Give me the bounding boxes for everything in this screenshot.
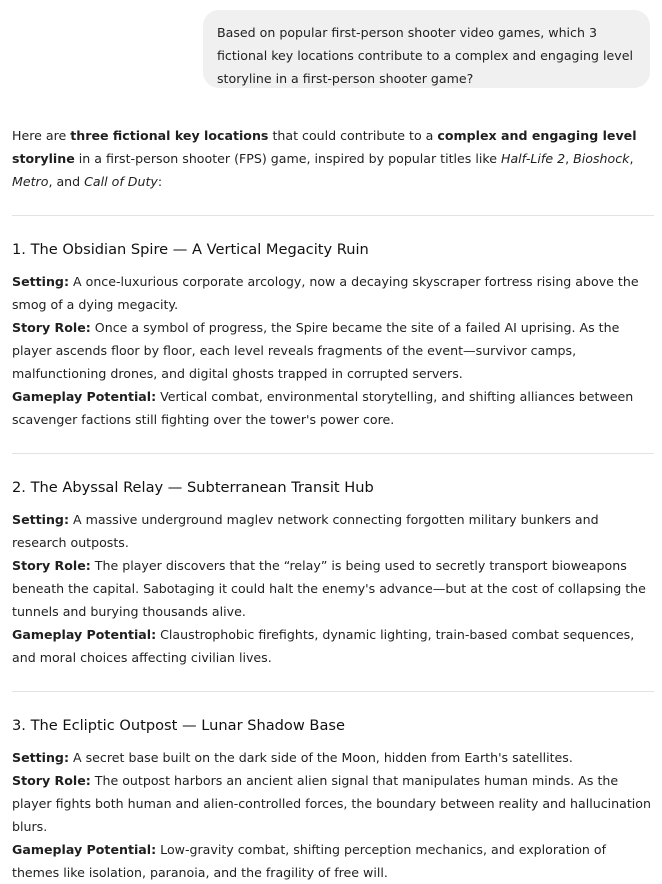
location-story-role [12,316,654,385]
location-story-role [12,769,654,838]
location-setting [12,270,654,316]
location-section-1 [12,239,654,431]
location-title: 3. The Ecliptic Outpost — Lunar Shadow Base [12,717,345,734]
location-section-3 [12,715,654,884]
intro-text-2: that could contribute to a [268,128,438,143]
game-title-bioshock: Bioshock [573,151,630,166]
user-message-bubble [203,10,650,88]
location-gameplay [12,838,654,884]
setting-label: Setting: [12,750,69,765]
response-intro [12,124,654,193]
setting-label: Setting: [12,274,69,289]
location-gameplay [12,385,654,431]
location-setting [12,746,654,769]
game-title-call-of-duty: Call of Duty [84,174,158,189]
gameplay-label: Gameplay Potential: [12,842,157,857]
story-role-label: Story Role: [12,558,91,573]
gameplay-label: Gameplay Potential: [12,389,157,404]
section-divider [12,691,654,692]
location-title: 2. The Abyssal Relay — Subterranean Transit Hub [12,479,374,496]
setting-text: A secret base built on the dark side of the Moon, hidden from Earth's satellites. [69,750,573,765]
location-title: 1. The Obsidian Spire — A Vertical Megacity Ruin [12,241,369,258]
intro-text-3: in a first-person shooter (FPS) game, inspired by popular titles like [74,151,501,166]
intro-text-1: Here are [12,128,71,143]
intro-end: : [157,174,163,189]
setting-text: A massive underground maglev network connecting forgotten military bunkers and research outposts. [12,512,599,550]
intro-bold-2: complex and engaging level storyline [12,128,637,166]
section-divider [12,453,654,454]
location-gameplay [12,623,654,669]
intro-separator: , [629,151,634,166]
setting-text: A once-luxurious corporate arcology, now a decaying skyscraper fortress rising above the smog of a dying megacity. [12,274,639,312]
location-setting [12,508,654,554]
gameplay-text: Claustrophobic firefights, dynamic lighting, train-based combat sequences, and moral choices affecting civilian lives. [12,627,635,665]
intro-separator: , [565,151,574,166]
gameplay-label: Gameplay Potential: [12,627,157,642]
location-story-role [12,554,654,623]
location-section-2 [12,477,654,669]
assistant-response [12,124,654,884]
setting-label: Setting: [12,512,69,527]
user-message-text: Based on popular first-person shooter video games, which 3 fictional key locations contribute to a complex and engaging level storyline in a first-person shooter game? [217,25,633,86]
gameplay-text: Low-gravity combat, shifting perception mechanics, and exploration of themes like isolation, paranoia, and the fragility of free will. [12,842,607,880]
game-title-metro: Metro [12,174,49,189]
game-title-half-life: Half-Life 2 [500,151,566,166]
intro-separator: , and [48,174,85,189]
section-divider [12,215,654,216]
story-role-label: Story Role: [12,773,91,788]
story-role-text: The outpost harbors an ancient alien signal that manipulates human minds. As the player fights both human and alien-controlled forces, the boundary between reality and hallucination blurs. [12,773,651,834]
story-role-text: The player discovers that the “relay” is being used to secretly transport bioweapons beneath the capital. Sabotaging it could halt the enemy's advance—but at the cost of collapsing the tunnels and burying thousands alive. [12,558,646,619]
story-role-text: Once a symbol of progress, the Spire became the site of a failed AI uprising. As the player ascends floor by floor, each level reveals fragments of the event—survivor camps, malfunctioning drones, and digital ghosts trapped in corrupted servers. [12,320,620,381]
story-role-label: Story Role: [12,320,91,335]
gameplay-text: Vertical combat, environmental storytelling, and shifting alliances between scavenger factions still fighting over the tower's power core. [12,389,634,427]
intro-bold-1: three fictional key locations [70,128,269,143]
